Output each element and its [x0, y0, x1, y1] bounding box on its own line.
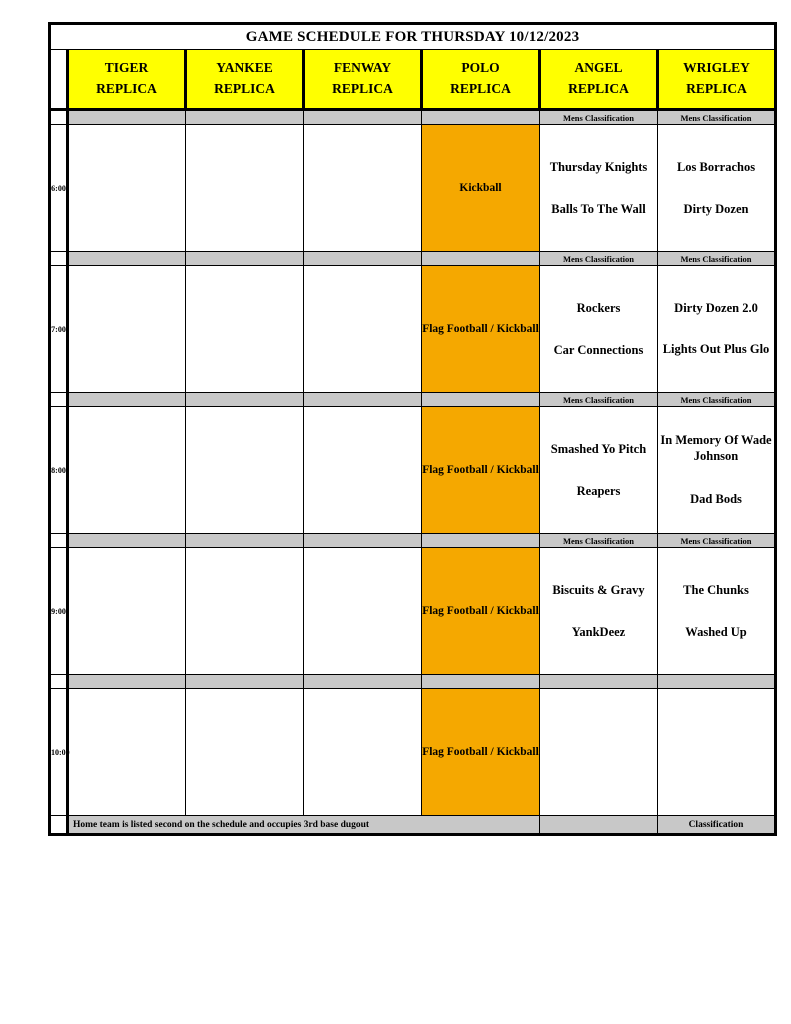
classification-fenway-10-00: [304, 675, 422, 689]
classification-polo-10-00: [422, 675, 540, 689]
classification-yankee-6-00: [186, 110, 304, 125]
classification-fenway-6-00: [304, 110, 422, 125]
schedule-row-7-00: [50, 266, 776, 393]
cell-fenway-10-00[interactable]: [304, 689, 422, 816]
classification-row-10-00: [50, 675, 776, 689]
cell-wrigley-10-00[interactable]: [658, 689, 776, 816]
field-header-fenway-line1: FENWAY: [333, 60, 392, 76]
classification-polo-7-00: [422, 252, 540, 266]
cell-tiger-10-00[interactable]: [68, 689, 186, 816]
cell-tiger-8-00[interactable]: [68, 407, 186, 534]
cell-fenway-6-00[interactable]: [304, 125, 422, 252]
field-header-polo-line1: POLO: [461, 60, 500, 76]
field-header-yankee: [186, 50, 304, 110]
matchup-away-wrigley-7-00: Dirty Dozen 2.0: [674, 301, 758, 316]
cell-yankee-9-00[interactable]: [186, 548, 304, 675]
time-label-8-00: 8:00: [50, 407, 68, 534]
time-spacer: [50, 110, 68, 125]
cell-angel-10-00[interactable]: [540, 689, 658, 816]
footer-row: [50, 816, 776, 835]
schedule-row-10-00: [50, 689, 776, 816]
field-header-angel-line1: ANGEL: [574, 60, 623, 76]
matchup-home-angel-8-00: Reapers: [576, 484, 621, 498]
time-spacer: [50, 393, 68, 407]
matchup-home-wrigley-7-00: Lights Out Plus Glo: [662, 342, 770, 357]
time-column-header: [50, 50, 68, 110]
cell-polo-10-00[interactable]: Flag Football / Kickball: [422, 689, 540, 816]
time-spacer: [50, 816, 68, 835]
cell-angel-8-00[interactable]: [540, 407, 658, 534]
cell-yankee-8-00[interactable]: [186, 407, 304, 534]
classification-angel-6-00: Mens Classification: [540, 110, 658, 125]
cell-angel-7-00[interactable]: [540, 266, 658, 393]
cell-polo-6-00[interactable]: Kickball: [422, 125, 540, 252]
classification-angel-9-00: Mens Classification: [540, 534, 658, 548]
cell-fenway-9-00[interactable]: [304, 548, 422, 675]
cell-yankee-10-00[interactable]: [186, 689, 304, 816]
matchup-home-wrigley-6-00: Dirty Dozen: [683, 202, 749, 216]
cell-fenway-7-00[interactable]: [304, 266, 422, 393]
game-schedule-table: [48, 22, 777, 836]
classification-yankee-8-00: [186, 393, 304, 407]
classification-polo-9-00: [422, 534, 540, 548]
matchup-away-angel-9-00: Biscuits & Gravy: [552, 582, 645, 597]
matchup-home-angel-9-00: YankDeez: [571, 625, 626, 639]
footer-classification: Classification: [658, 816, 776, 835]
time-spacer: [50, 252, 68, 266]
time-spacer: [50, 534, 68, 548]
matchup-away-wrigley-6-00: Los Borrachos: [676, 159, 756, 174]
classification-tiger-8-00: [68, 393, 186, 407]
matchup-away-wrigley-9-00: The Chunks: [683, 582, 749, 597]
classification-row-7-00: [50, 252, 776, 266]
page-title: GAME SCHEDULE FOR THURSDAY 10/12/2023: [50, 24, 776, 50]
matchup-home-wrigley-9-00: Washed Up: [685, 625, 747, 639]
classification-fenway-9-00: [304, 534, 422, 548]
classification-polo-6-00: [422, 110, 540, 125]
field-header-angel: [540, 50, 658, 110]
cell-polo-9-00[interactable]: Flag Football / Kickball: [422, 548, 540, 675]
cell-polo-7-00[interactable]: Flag Football / Kickball: [422, 266, 540, 393]
classification-yankee-7-00: [186, 252, 304, 266]
field-header-tiger-line2: REPLICA: [96, 81, 157, 96]
schedule-row-9-00: [50, 548, 776, 675]
cell-wrigley-9-00[interactable]: [658, 548, 776, 675]
field-header-polo: [422, 50, 540, 110]
classification-tiger-6-00: [68, 110, 186, 125]
field-header-angel-line2: REPLICA: [568, 81, 629, 96]
field-header-fenway: [304, 50, 422, 110]
cell-yankee-7-00[interactable]: [186, 266, 304, 393]
matchup-away-angel-8-00: Smashed Yo Pitch: [550, 441, 647, 456]
classification-wrigley-9-00: Mens Classification: [658, 534, 776, 548]
classification-angel-10-00: [540, 675, 658, 689]
matchup-away-wrigley-8-00: In Memory Of Wade Johnson: [660, 433, 772, 463]
time-label-6-00: 6:00: [50, 125, 68, 252]
field-header-yankee-line2: REPLICA: [214, 81, 275, 96]
cell-angel-9-00[interactable]: [540, 548, 658, 675]
cell-wrigley-7-00[interactable]: [658, 266, 776, 393]
title-row: [50, 24, 776, 50]
classification-wrigley-8-00: Mens Classification: [658, 393, 776, 407]
matchup-away-angel-6-00: Thursday Knights: [549, 159, 648, 174]
matchup-home-wrigley-8-00: Dad Bods: [690, 491, 742, 506]
time-label-9-00: 9:00: [50, 548, 68, 675]
classification-fenway-8-00: [304, 393, 422, 407]
field-header-wrigley-line2: REPLICA: [686, 81, 747, 96]
classification-yankee-9-00: [186, 534, 304, 548]
classification-angel-7-00: Mens Classification: [540, 252, 658, 266]
cell-tiger-9-00[interactable]: [68, 548, 186, 675]
schedule-row-8-00: [50, 407, 776, 534]
footer-note: Home team is listed second on the schedule and occupies 3rd base dugout: [68, 816, 540, 835]
classification-wrigley-10-00: [658, 675, 776, 689]
cell-fenway-8-00[interactable]: [304, 407, 422, 534]
cell-tiger-7-00[interactable]: [68, 266, 186, 393]
classification-polo-8-00: [422, 393, 540, 407]
schedule-sheet: [48, 22, 774, 836]
schedule-row-6-00: [50, 125, 776, 252]
classification-angel-8-00: Mens Classification: [540, 393, 658, 407]
classification-yankee-10-00: [186, 675, 304, 689]
matchup-home-angel-6-00: Balls To The Wall: [551, 202, 646, 216]
classification-tiger-7-00: [68, 252, 186, 266]
classification-row-6-00: [50, 110, 776, 125]
classification-wrigley-7-00: Mens Classification: [658, 252, 776, 266]
classification-row-8-00: [50, 393, 776, 407]
footer-spacer: [540, 816, 658, 835]
field-header-fenway-line2: REPLICA: [332, 81, 393, 96]
field-header-tiger: [68, 50, 186, 110]
time-spacer: [50, 675, 68, 689]
time-label-7-00: 7:00: [50, 266, 68, 393]
field-header-wrigley: [658, 50, 776, 110]
classification-tiger-9-00: [68, 534, 186, 548]
cell-tiger-6-00[interactable]: [68, 125, 186, 252]
field-header-yankee-line1: YANKEE: [216, 60, 273, 76]
cell-angel-6-00[interactable]: [540, 125, 658, 252]
field-header-tiger-line1: TIGER: [104, 60, 149, 76]
time-label-10-00: 10:00: [50, 689, 68, 816]
cell-yankee-6-00[interactable]: [186, 125, 304, 252]
field-header-row: [50, 50, 776, 110]
cell-wrigley-8-00[interactable]: [658, 407, 776, 534]
classification-tiger-10-00: [68, 675, 186, 689]
classification-wrigley-6-00: Mens Classification: [658, 110, 776, 125]
field-header-polo-line2: REPLICA: [450, 81, 511, 96]
cell-wrigley-6-00[interactable]: [658, 125, 776, 252]
cell-polo-8-00[interactable]: Flag Football / Kickball: [422, 407, 540, 534]
matchup-away-angel-7-00: Rockers: [576, 300, 621, 315]
classification-fenway-7-00: [304, 252, 422, 266]
field-header-wrigley-line1: WRIGLEY: [683, 60, 750, 76]
classification-row-9-00: [50, 534, 776, 548]
matchup-home-angel-7-00: Car Connections: [553, 343, 644, 357]
